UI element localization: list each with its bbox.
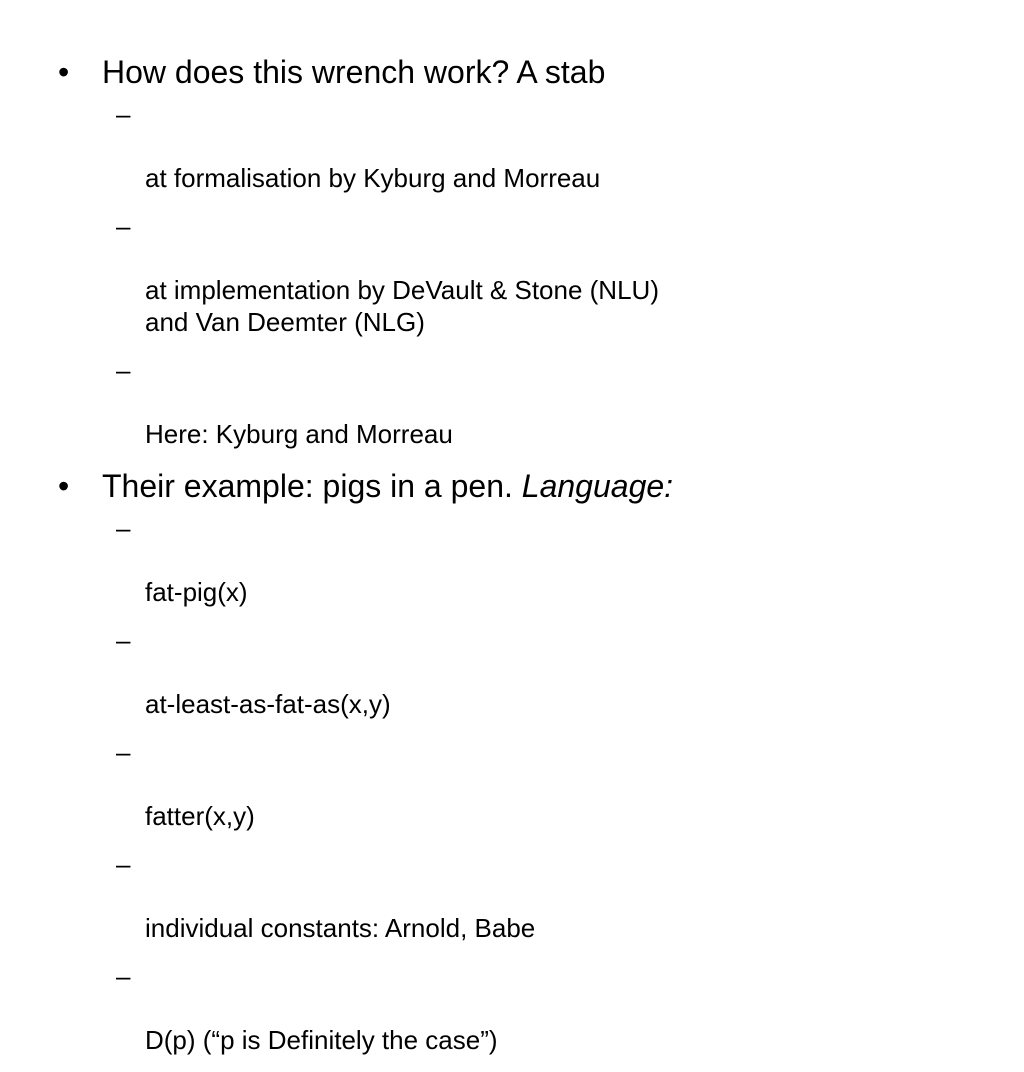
sub-bullet-text: D(p) (“p is Definitely the case”) [145,1025,498,1055]
dash-icon: – [116,513,131,543]
sub-bullet-text: fatter(x,y) [145,801,255,831]
sub-bullet-here [116,354,978,450]
sub-bullet-definitely [116,960,978,1056]
sub-bullet-text: individual constants: Arnold, Babe [145,913,536,943]
sub-bullet-text: fat-pig(x) [145,577,248,607]
bullet-text-italic: Language: [521,468,674,504]
dash-icon: – [116,355,131,385]
sub-bullet-text: at implementation by DeVault & Stone (NLU) and Van Deemter (NLG) [145,275,659,337]
slide-body [58,52,978,1072]
sub-bullet-fat-pig [116,512,978,608]
sub-list-2 [116,512,978,1056]
dash-icon: – [116,961,131,991]
sub-bullet-fatter [116,736,978,832]
sub-bullet-at-least-as-fat-as [116,624,978,720]
sub-bullet-implementation [116,210,978,338]
bullet-text: How does this wrench work? A stab [102,54,606,90]
sub-list-1 [116,98,978,450]
sub-bullet-text: Here: Kyburg and Morreau [145,419,453,449]
dash-icon: – [116,849,131,879]
bullet-dot-icon: • [58,468,70,504]
sub-bullet-individual-constants [116,848,978,944]
dash-icon: – [116,625,131,655]
dash-icon: – [116,737,131,767]
bullet-dot-icon: • [58,54,70,90]
dash-icon: – [116,211,131,241]
bullet-how-does-wrench-work [58,52,978,92]
sub-bullet-text: at-least-as-fat-as(x,y) [145,689,391,719]
dash-icon: – [116,99,131,129]
sub-bullet-text: at formalisation by Kyburg and Morreau [145,163,601,193]
bullet-their-example [58,466,978,506]
bullet-text: Their example: pigs in a pen. [102,468,522,504]
sub-bullet-formalisation [116,98,978,194]
